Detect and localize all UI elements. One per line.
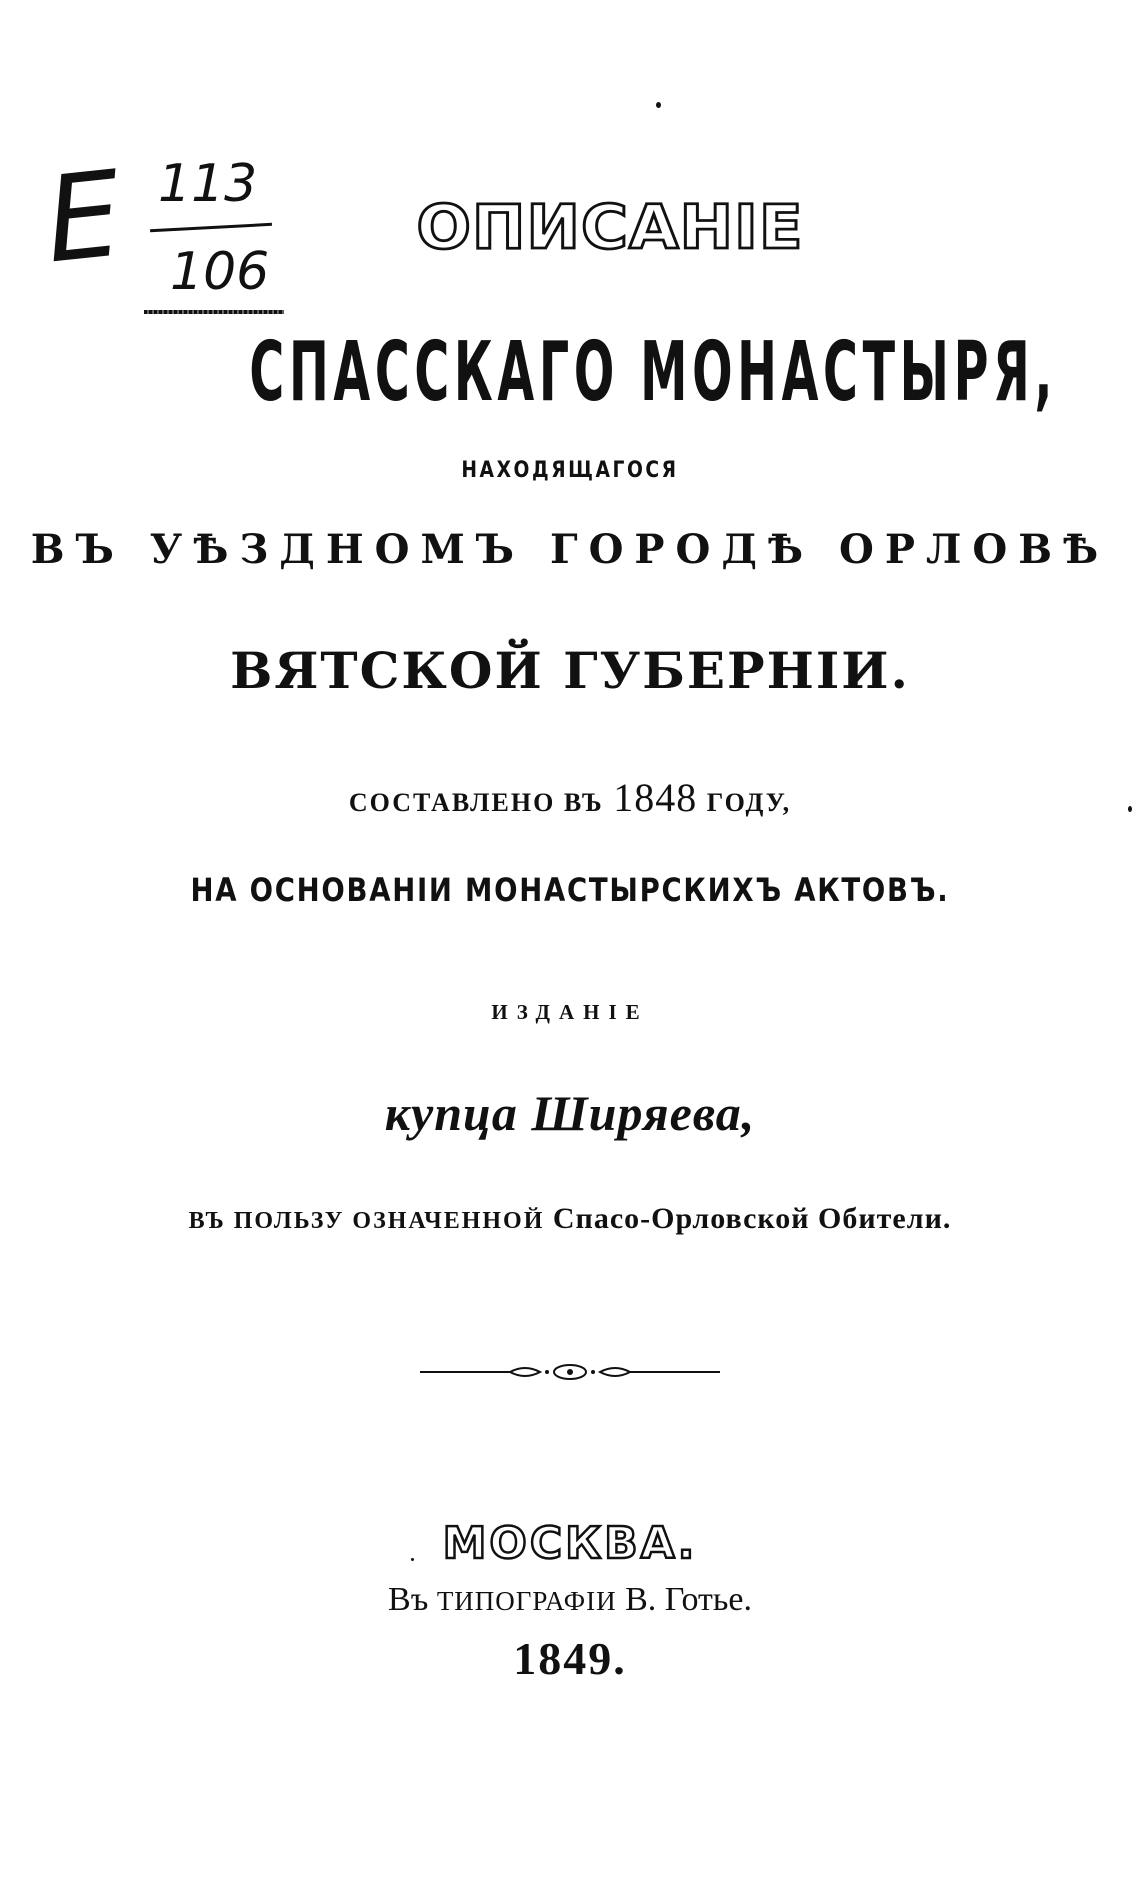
ornamental-rule-icon [0, 1360, 1140, 1384]
imprint-year: 1849. [513, 1633, 627, 1684]
benefit-prefix: ВЪ ПОЛЬЗУ ОЗНАЧЕННОЙ [188, 1208, 545, 1234]
printer-name: В. Готье. [625, 1581, 752, 1618]
ink-speck [411, 1558, 414, 1561]
ink-speck [656, 102, 661, 108]
shelfmark-letter: Е [38, 144, 128, 290]
edition-label: ИЗДАНIЕ [491, 1000, 649, 1024]
located-line: НАХОДЯЩАГОСЯ [461, 458, 679, 483]
shelfmark-underline [144, 310, 284, 314]
printer-prefix: Въ [388, 1581, 429, 1618]
publisher-merchant: купца Ширяева, [384, 1085, 756, 1141]
benefit-monastery-name: Спасо-Орловской Обители. [552, 1202, 952, 1235]
composed-year: 1848 [613, 775, 698, 820]
imprint-city: МОСКВА. [442, 1518, 698, 1569]
imprint-printer [0, 1583, 1140, 1617]
benefit-line [0, 1204, 1140, 1234]
composed-prefix: СОСТАВЛЕНО ВЪ [348, 788, 604, 817]
book-subtitle: СПАССКАГО МОНАСТЫРЯ, [249, 325, 1058, 420]
book-title: ОПИСАНIЕ [416, 192, 804, 264]
composed-line [0, 775, 1140, 820]
composed-suffix: ГОДУ, [706, 788, 792, 817]
town-line: ВЪ УѢЗДНОМЪ ГОРОДѢ ОРЛОВѢ [30, 526, 1110, 573]
shelfmark-numerator: 113 [158, 154, 258, 214]
province-line: ВЯТСКОЙ ГУБЕРНIИ. [230, 641, 910, 700]
ink-speck [1128, 806, 1132, 812]
printer-word: ТИПОГРАФIИ [436, 1586, 617, 1616]
basis-line: НА ОСНОВАНIИ МОНАСТЫРСКИХЪ АКТОВЪ. [190, 871, 950, 909]
shelfmark-denominator: 106 [170, 242, 270, 302]
